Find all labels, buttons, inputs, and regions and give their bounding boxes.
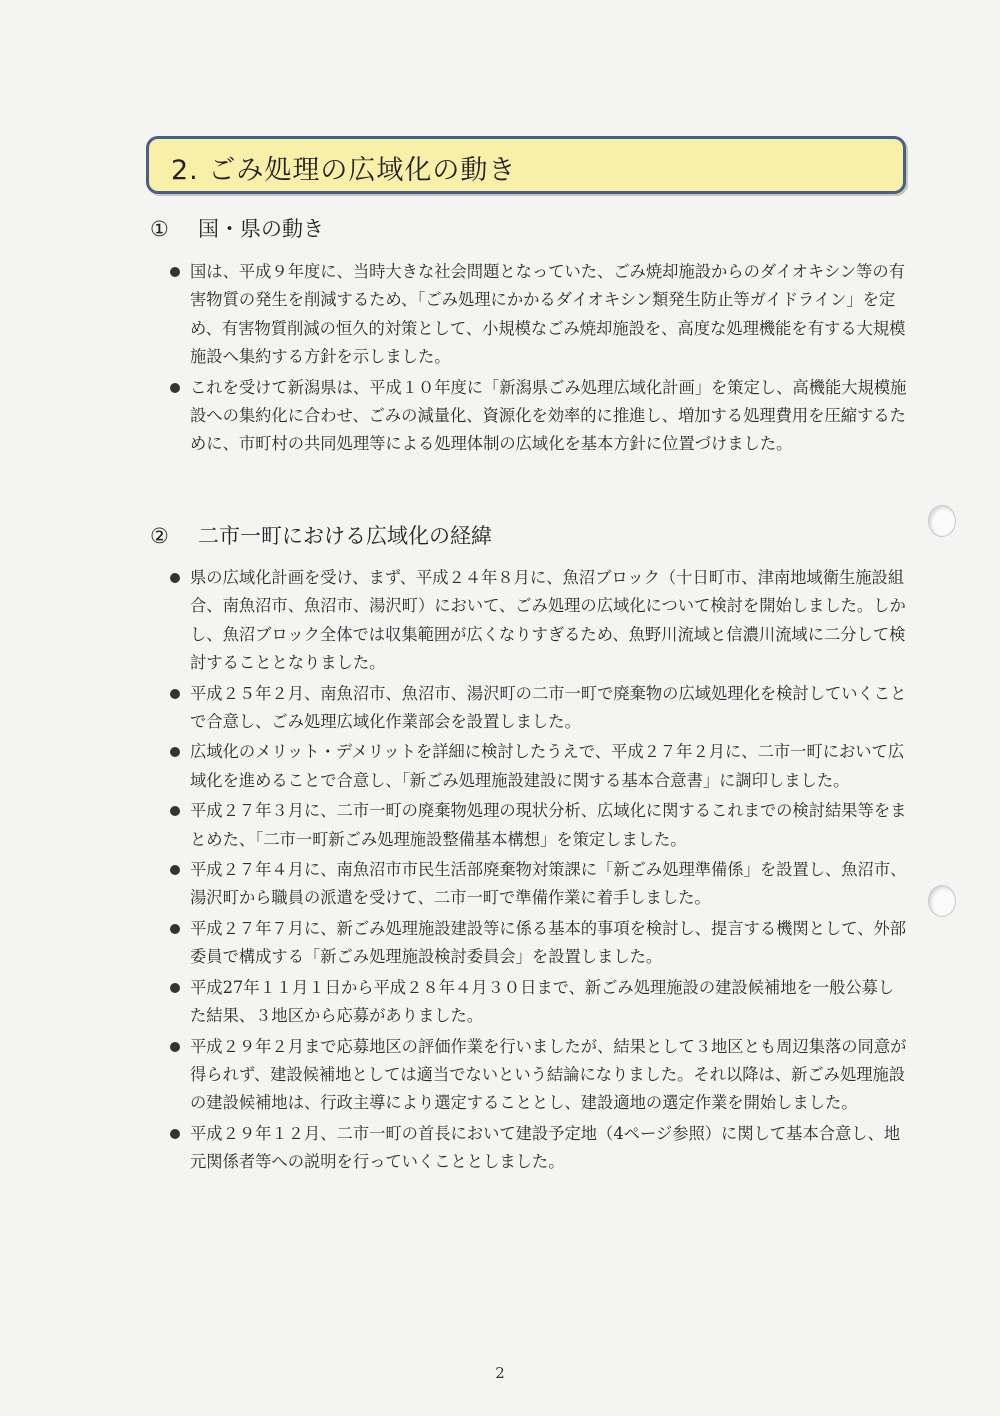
section-title-2: 二市一町における広域化の経緯: [198, 524, 492, 548]
bullet-icon: [170, 747, 180, 757]
bullet-icon: [170, 924, 180, 934]
list-item-text: 広域化のメリット・デメリットを詳細に検討したうえで、平成２７年２月に、二市一町において広域化を進めることで合意し、「新ごみ処理施設建設に関する基本合意書」に調印しました。: [190, 742, 905, 790]
bullet-icon: [170, 689, 180, 699]
section-heading-1: [150, 213, 324, 243]
list-item-text: 県の広域化計画を受け、まず、平成２４年８月に、魚沼ブロック（十日町市、津南地域衛生施設組合、南魚沼市、魚沼市、湯沢町）において、ごみ処理の広域化について検討を開始しました。しかし、魚沼ブロック全体では収集範囲が広くなりすぎるため、魚野川流域と信濃川流域に二分して検討することとなりました。: [190, 568, 906, 673]
bullet-icon: [170, 383, 180, 393]
list-item-text: 平成２５年２月、南魚沼市、魚沼市、湯沢町の二市一町で廃棄物の広域処理化を検討していくことで合意し、ごみ処理広域化作業部会を設置しました。: [190, 683, 907, 732]
list-item: [170, 856, 910, 913]
page-title: 2. ごみ処理の広域化の動き: [171, 155, 517, 186]
bullet-icon: [170, 1129, 180, 1139]
list-item: [170, 1033, 910, 1118]
list-item: [170, 974, 910, 1031]
bullet-icon: [170, 267, 180, 277]
list-item-text: 平成２７年３月に、二市一町の廃棄物処理の現状分析、広域化に関するこれまでの検討結果等をまとめた、「二市一町新ごみ処理施設整備基本構想」を策定しました。: [190, 801, 907, 849]
bullet-icon: [170, 983, 180, 993]
list-item-text: これを受けて新潟県は、平成１０年度に「新潟県ごみ処理広域化計画」を策定し、高機能大規模施設への集約化に合わせ、ごみの減量化、資源化を効率的に推進し、増加する処理費用を圧縮するために、市町村の共同処理等による処理体制の広域化を基本方針に位置づけました。: [190, 377, 907, 454]
list-item-text: 国は、平成９年度に、当時大きな社会問題となっていた、ごみ焼却施設からのダイオキシン等の有害物質の発生を削減するため、「ごみ処理にかかるダイオキシン類発生防止等ガイドライン」を定め、有害物質削減の恒久的対策として、小規模なごみ焼却施設を、高度な処理機能を有する大規模施設へ集約する方針を示しました。: [190, 262, 906, 367]
list-item-text: 平成27年１１月１日から平成２８年４月３０日まで、新ごみ処理施設の建設候補地を一般公募した結果、３地区から応募がありました。: [190, 977, 895, 1026]
punch-hole-top: [928, 505, 956, 537]
section-list-1: [170, 258, 910, 461]
list-item-text: 平成２７年７月に、新ごみ処理施設建設等に係る基本的事項を検討し、提言する機関として、外部委員で構成する「新ごみ処理施設検討委員会」を設置しました。: [190, 918, 907, 967]
list-item: [170, 738, 910, 795]
bullet-icon: [170, 806, 180, 816]
page-number: 2: [495, 1364, 505, 1382]
bullet-icon: [170, 865, 180, 875]
section-heading-2: [150, 520, 492, 550]
punch-hole-bottom: [928, 885, 956, 917]
list-item: [170, 797, 910, 854]
list-item-text: 平成２９年２月まで応募地区の評価作業を行いましたが、結果として３地区とも周辺集落の同意が得られず、建設候補地としては適当でないという結論になりました。それ以降は、新ごみ処理施設の建設候補地は、行政主導により選定することとし、建設適地の選定作業を開始しました。: [190, 1036, 907, 1113]
section-number-2: ②: [150, 524, 169, 548]
section-number-1: ①: [150, 217, 169, 241]
list-item: [170, 915, 910, 972]
bullet-icon: [170, 1042, 180, 1052]
list-item: [170, 258, 910, 372]
list-item: [170, 374, 910, 459]
title-box: [146, 136, 906, 194]
list-item-text: 平成２９年１２月、二市一町の首長において建設予定地（4ページ参照）に関して基本合意し、地元関係者等への説明を行っていくこととしました。: [190, 1123, 901, 1172]
list-item: [170, 564, 910, 678]
list-item: [170, 680, 910, 737]
list-item-text: 平成２７年４月に、南魚沼市市民生活部廃棄物対策課に「新ごみ処理準備係」を設置し、魚沼市、湯沢町から職員の派遣を受けて、二市一町で準備作業に着手しました。: [190, 860, 907, 908]
section-title-1: 国・県の動き: [198, 217, 324, 241]
bullet-icon: [170, 573, 180, 583]
section-list-2: [170, 564, 910, 1179]
list-item: [170, 1120, 910, 1177]
